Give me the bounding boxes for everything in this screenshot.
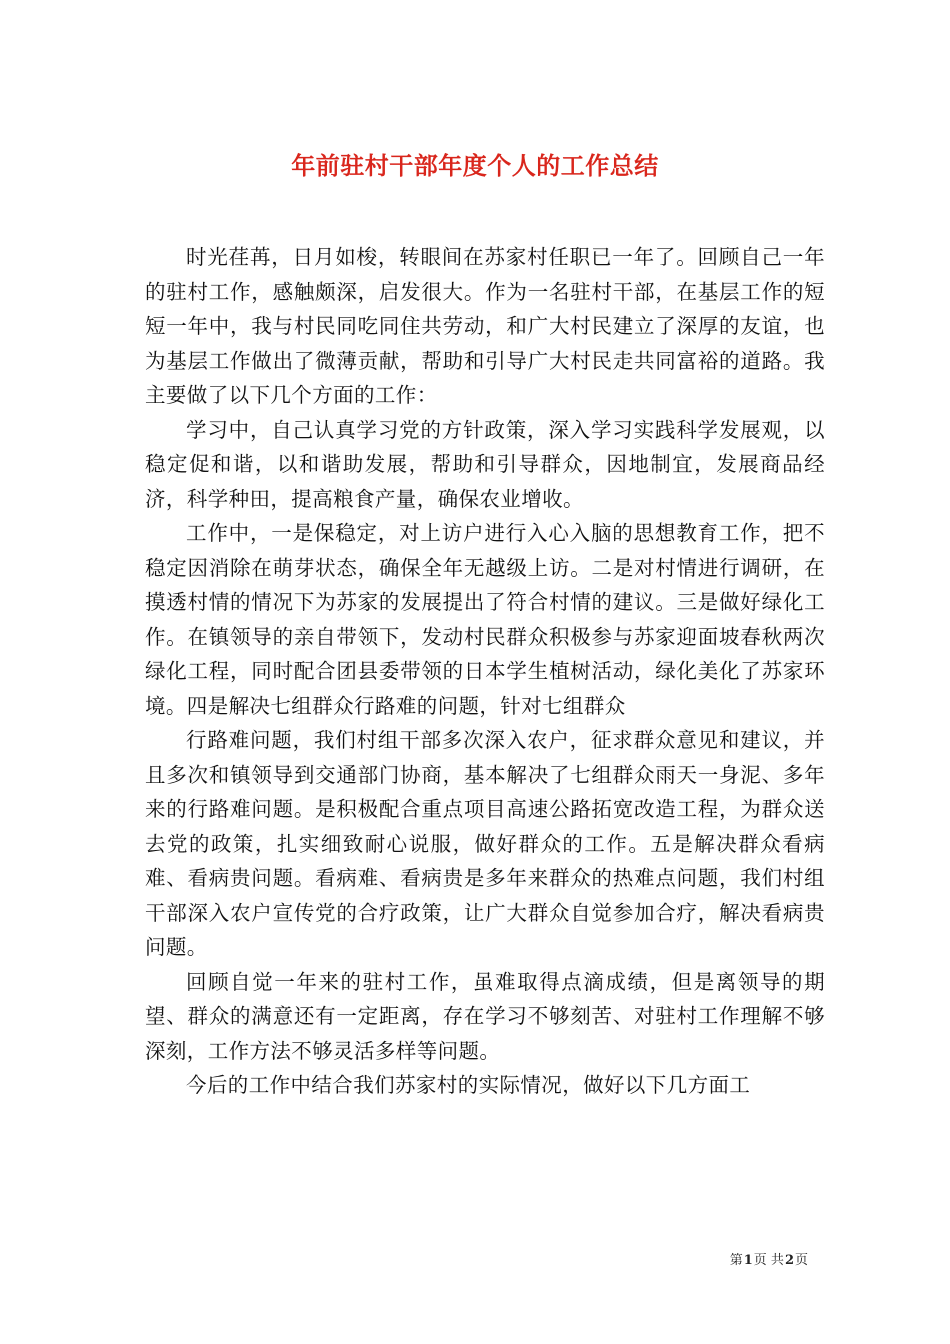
document-title: 年前驻村干部年度个人的工作总结 bbox=[291, 151, 659, 181]
page-number-prefix: 第 bbox=[729, 1253, 743, 1268]
paragraph-study: 学习中，自己认真学习党的方针政策，深入学习实践科学发展观，以稳定促和谐，以和谐助发展，帮助和引导群众，因地制宜，发展商品经济，科学种田，提高粮食产量，确保农业增收。 bbox=[145, 417, 825, 511]
paragraph-work: 工作中，一是保稳定，对上访户进行入心入脑的思想教育工作，把不稳定因消除在萌芽状态，确保全年无越级上访。二是对村情进行调研，在摸透村情的情况下为苏家的发展提出了符合村情的建议。三是做好绿化工作。在镇领导的亲自带领下，发动村民群众积极参与苏家迎面坡春秋两次绿化工程，同时配合团县委带领的日本学生植树活动，绿化美化了苏家环境。四是解决七组群众行路难的问题，针对七组群众 bbox=[145, 521, 825, 718]
page-number bbox=[730, 1249, 808, 1268]
page-number-suffix: 页 bbox=[794, 1253, 808, 1268]
document-body bbox=[145, 240, 825, 1103]
paragraph-intro: 时光荏苒，日月如梭，转眼间在苏家村任职已一年了。回顾自己一年的驻村工作，感触颇深，启发很大。作为一名驻村干部，在基层工作的短短一年中，我与村民同吃同住共劳动，和广大村民建立了深厚的友谊，也为基层工作做出了微薄贡献，帮助和引导广大村民走共同富裕的道路。我主要做了以下几个方面的工作： bbox=[145, 245, 825, 407]
current-page-number: 1 bbox=[743, 1253, 753, 1268]
paragraph-review: 回顾自觉一年来的驻村工作，虽难取得点滴成绩，但是离领导的期望、群众的满意还有一定距离，存在学习不够刻苦、对驻村工作理解不够深刻，工作方法不够灵活多样等问题。 bbox=[145, 969, 825, 1063]
total-pages-number: 2 bbox=[784, 1253, 794, 1268]
paragraph-future: 今后的工作中结合我们苏家村的实际情况，做好以下几方面工 bbox=[186, 1073, 751, 1097]
paragraph-road: 行路难问题，我们村组干部多次深入农户，征求群众意见和建议，并且多次和镇领导到交通部门协商，基本解决了七组群众雨天一身泥、多年来的行路难问题。是积极配合重点项目高速公路拓宽改造工程，为群众送去党的政策，扎实细致耐心说服，做好群众的工作。五是解决群众看病难、看病贵问题。看病难、看病贵是多年来群众的热难点问题，我们村组干部深入农户宣传党的合疗政策，让广大群众自觉参加合疗，解决看病贵问题。 bbox=[145, 728, 825, 959]
page-number-middle: 页 共 bbox=[753, 1253, 784, 1268]
